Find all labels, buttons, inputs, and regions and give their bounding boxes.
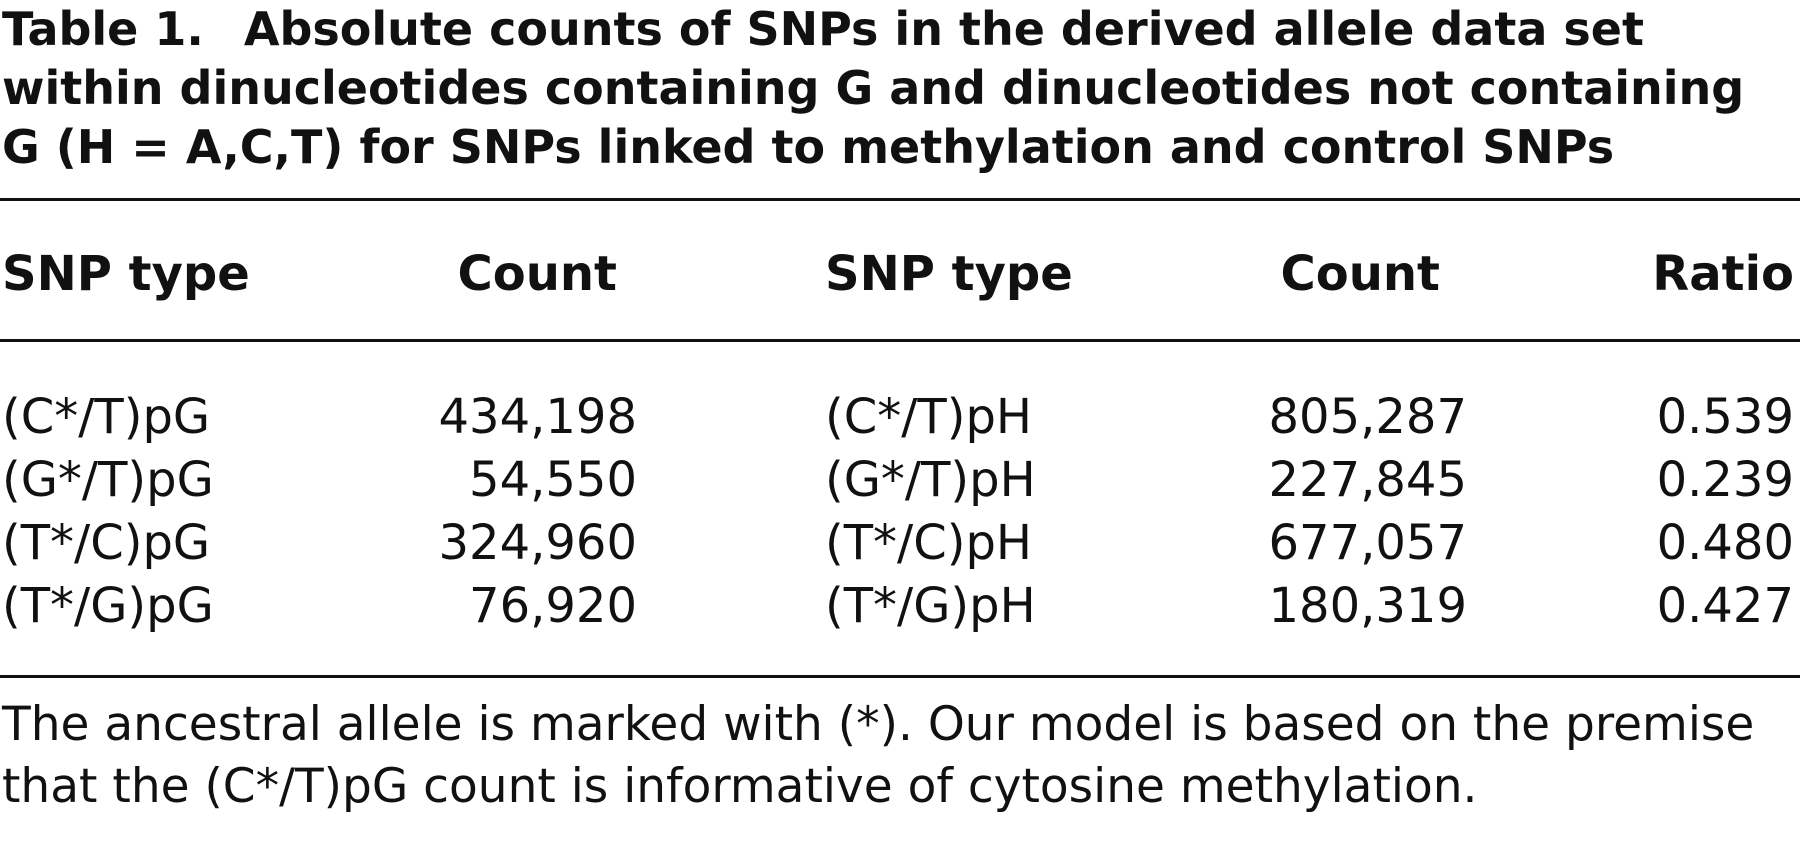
table-cell-count-h: 227,845	[1268, 452, 1467, 508]
table-cell-ratio: 0.427	[1656, 578, 1794, 634]
table-cell-snp-type-g: (T*/G)pG	[2, 578, 214, 634]
table-cell-snp-type-g: (G*/T)pG	[2, 452, 214, 508]
table-cell-count-g: 76,920	[469, 578, 637, 634]
table-cell-snp-type-h: (T*/G)pH	[825, 578, 1036, 634]
header-count-g: Count	[457, 246, 617, 302]
table-cell-count-g: 324,960	[438, 515, 637, 571]
header-ratio: Ratio	[1652, 246, 1794, 302]
table-cell-ratio: 0.539	[1656, 389, 1794, 445]
bottom-rule	[0, 675, 1800, 678]
table-cell-count-h: 180,319	[1268, 578, 1467, 634]
table-title: Absolute counts of SNPs in the derived allele data set within dinucleotides containing G and dinucleotides not containing G (H = A,C,T) for SNPs linked to methylation and control SNPs	[2, 2, 1745, 174]
table-footnote: The ancestral allele is marked with (*). Our model is based on the premise that the (C*/T)pG count is informative of cytosine methylation.	[2, 697, 1755, 814]
top-rule	[0, 198, 1800, 201]
table-label: Table 1.	[2, 2, 204, 56]
table-cell-snp-type-h: (T*/C)pH	[825, 515, 1033, 571]
table-cell-count-g: 434,198	[438, 389, 637, 445]
header-snp-type-g: SNP type	[2, 246, 250, 302]
header-rule	[0, 339, 1800, 342]
table-cell-count-h: 677,057	[1268, 515, 1467, 571]
table-cell-snp-type-h: (C*/T)pH	[825, 389, 1033, 445]
table-cell-count-h: 805,287	[1268, 389, 1467, 445]
header-count-h: Count	[1280, 246, 1440, 302]
table-cell-ratio: 0.239	[1656, 452, 1794, 508]
table-cell-snp-type-h: (G*/T)pH	[825, 452, 1036, 508]
header-snp-type-h: SNP type	[825, 246, 1073, 302]
table-caption	[2, 0, 1792, 177]
table-cell-ratio: 0.480	[1656, 515, 1794, 571]
table-cell-snp-type-g: (T*/C)pG	[2, 515, 211, 571]
table-cell-count-g: 54,550	[469, 452, 637, 508]
table-cell-snp-type-g: (C*/T)pG	[2, 389, 211, 445]
